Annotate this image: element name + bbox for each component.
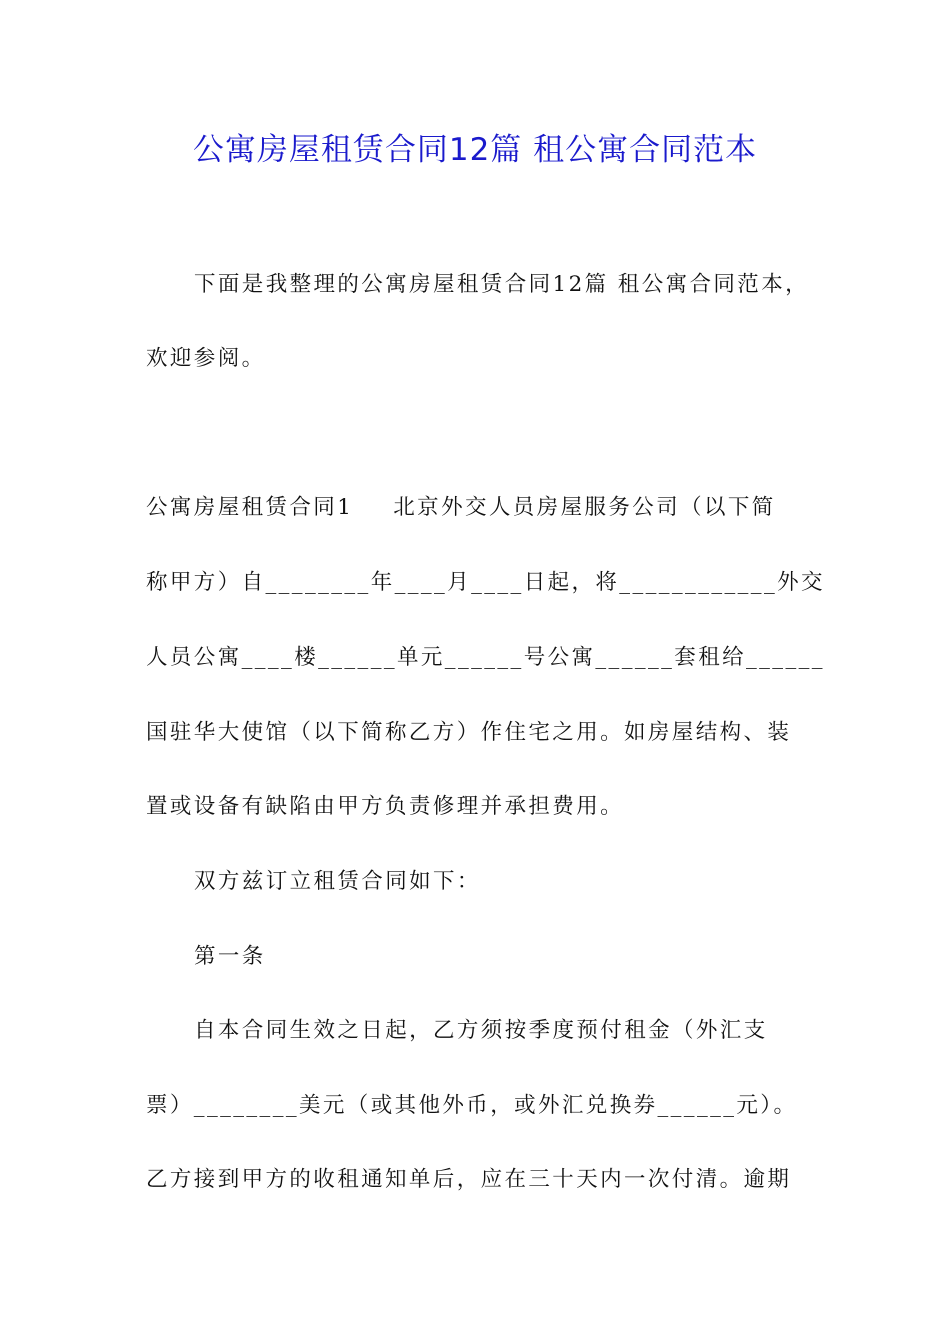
contract-heading: 公寓房屋租赁合同1	[146, 495, 354, 520]
paragraph-line: 票）________美元（或其他外币，或外汇兑换券______元）。	[146, 1093, 798, 1118]
paragraph-line: 置或设备有缺陷由甲方负责修理并承担费用。	[146, 794, 625, 819]
paragraph-line: 乙方接到甲方的收租通知单后，应在三十天内一次付清。逾期	[146, 1167, 792, 1192]
paragraph-line: 下面是我整理的公寓房屋租赁合同12篇 租公寓合同范本，	[194, 272, 809, 297]
paragraph-line: 双方兹订立租赁合同如下：	[194, 869, 481, 894]
paragraph-line: 称甲方）自________年____月____日起，将____________外交	[146, 570, 825, 595]
paragraph-line: 人员公寓____楼______单元______号公寓______套租给______	[146, 645, 825, 670]
document-title: 公寓房屋租赁合同12篇 租公寓合同范本	[192, 132, 758, 168]
paragraph-line: 自本合同生效之日起，乙方须按季度预付租金（外汇支	[194, 1018, 768, 1043]
paragraph-line: 国驻华大使馆（以下简称乙方）作住宅之用。如房屋结构、装	[146, 720, 792, 745]
paragraph-line	[146, 491, 776, 525]
paragraph-line: 欢迎参阅。	[146, 346, 266, 371]
article-heading: 第一条	[194, 944, 266, 969]
contract-text: 北京外交人员房屋服务公司（以下简	[393, 495, 776, 520]
